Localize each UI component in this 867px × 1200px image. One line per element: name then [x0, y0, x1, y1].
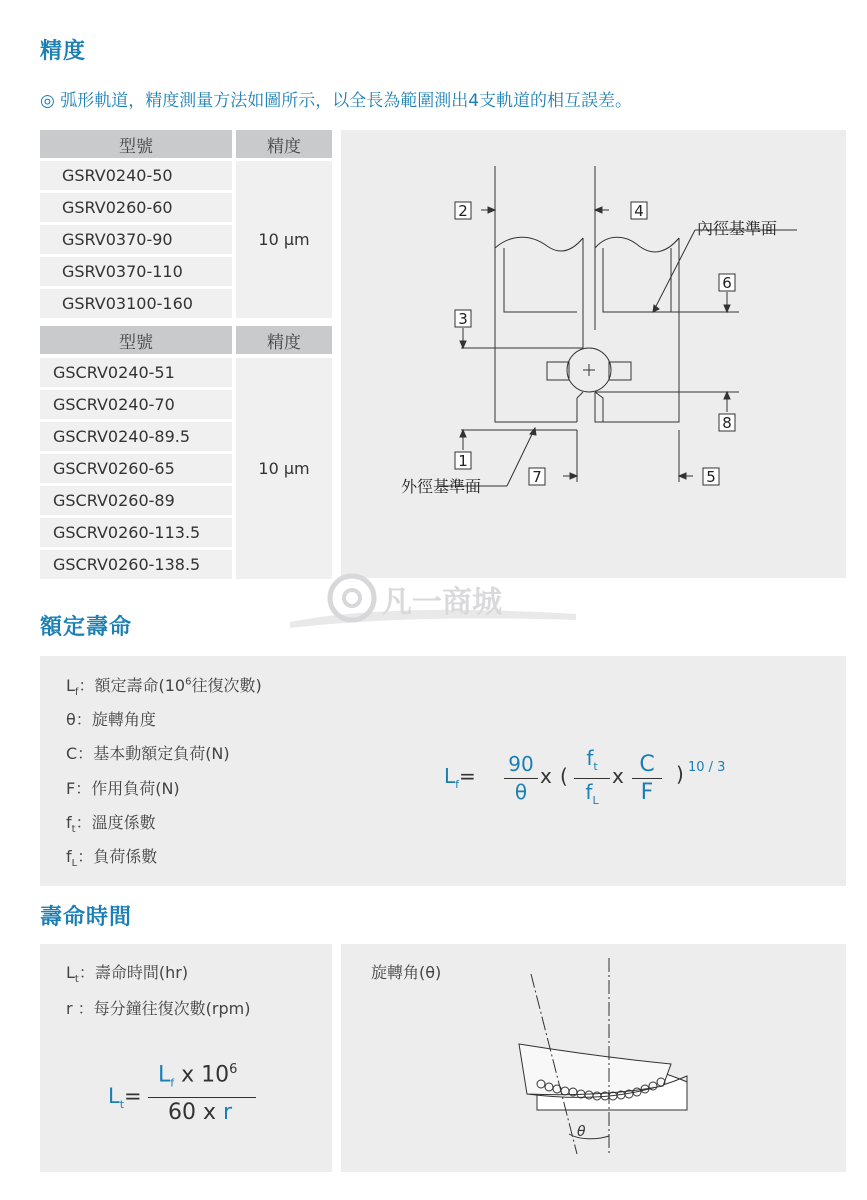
precision-intro: ◎ 弧形軌道，精度測量方法如圖所示，以全長為範圍測出4支軌道的相互誤差。 [40, 91, 633, 111]
theta-symbol: θ [577, 1124, 586, 1140]
table-row: GSCRV0260-65 [40, 454, 232, 483]
table2-header-model: 型號 [40, 326, 232, 354]
legend-c: C：基本動額定負荷(N) [66, 744, 230, 763]
marker-2: 2 [458, 202, 468, 220]
legend-lf: $L_f$：額定壽命($10^6$往復次數) [66, 676, 262, 699]
marker-7: 7 [532, 468, 542, 486]
inner-reference-label: 內徑基準面 [697, 219, 778, 238]
table-row: GSRV0370-110 [40, 257, 232, 286]
table1-header-model: 型號 [40, 130, 232, 158]
table-row: GSRV0240-50 [40, 161, 232, 190]
table-row: GSCRV0260-113.5 [40, 518, 232, 547]
watermark [290, 570, 580, 630]
marker-8: 8 [722, 414, 732, 432]
precision-diagram-panel [341, 130, 846, 578]
table-row: GSRV0260-60 [40, 193, 232, 222]
table1-precision-value: 10 μm [236, 161, 332, 318]
rated-life-formula: $L_f=$ 90 θ x ( $f_t$ $f_L$ x C F ) 10 / 3 [444, 746, 726, 807]
rotation-angle-panel [341, 944, 846, 1172]
section-title-life-time: 壽命時間 [40, 905, 133, 930]
table-row: GSRV0370-90 [40, 225, 232, 254]
section-title-precision: 精度 [40, 39, 87, 64]
life-time-formula: $L_t=$ $L_f$ x $10^6$ 60 x r [108, 1062, 308, 1132]
precision-table-1 [40, 130, 333, 318]
marker-6: 6 [722, 274, 732, 292]
marker-5: 5 [706, 468, 716, 486]
table2-header-precision: 精度 [236, 326, 332, 354]
table1-header-precision: 精度 [236, 130, 332, 158]
rotation-angle-label: 旋轉角(θ) [371, 963, 442, 982]
marker-3: 3 [458, 310, 468, 328]
legend-fl: $f_L$：負荷係數 [66, 847, 158, 870]
table-row: GSCRV0260-138.5 [40, 550, 232, 579]
table-row: GSRV03100-160 [40, 289, 232, 318]
precision-table-2 [40, 326, 333, 578]
legend-f: F：作用負荷(N) [66, 779, 180, 798]
marker-1: 1 [458, 452, 468, 470]
legend-r: r ：每分鐘往復次數(rpm) [66, 999, 251, 1018]
outer-reference-label: 外徑基準面 [401, 477, 482, 496]
precision-measurement-diagram [341, 130, 846, 578]
table-row: GSCRV0260-89 [40, 486, 232, 515]
rotation-angle-diagram [341, 944, 846, 1172]
watermark-logo-icon [290, 570, 580, 630]
table-row: GSCRV0240-70 [40, 390, 232, 419]
legend-lt: $L_t$：壽命時間(hr) [66, 963, 189, 986]
legend-theta: θ：旋轉角度 [66, 710, 156, 729]
watermark-text: 凡一商城 [382, 585, 502, 620]
table-row: GSCRV0240-89.5 [40, 422, 232, 451]
legend-ft: $f_t$：溫度係數 [66, 813, 156, 836]
marker-4: 4 [634, 202, 644, 220]
table-row: GSCRV0240-51 [40, 358, 232, 387]
table2-precision-value: 10 μm [236, 358, 332, 579]
section-title-rated-life: 額定壽命 [40, 615, 133, 640]
